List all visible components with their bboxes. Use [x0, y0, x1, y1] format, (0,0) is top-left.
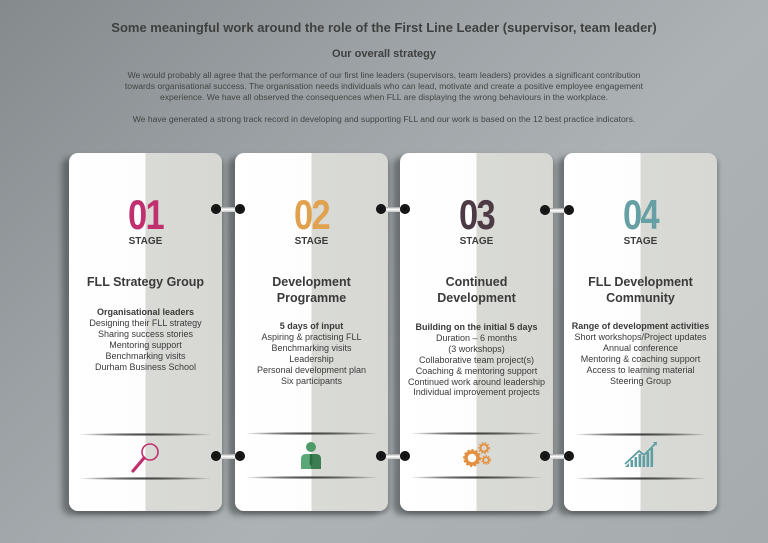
stage-body [564, 321, 717, 386]
stage-body [400, 322, 553, 398]
stage-number: 01 [127, 191, 164, 238]
stage-item: Steering Group [609, 375, 672, 386]
divider [412, 476, 541, 479]
stage-title-line: Development [437, 290, 516, 305]
person-icon [286, 437, 336, 477]
stage-item: (3 workshops) [448, 343, 505, 354]
stage-item: Duration – 6 months [435, 332, 518, 343]
intro-line: We would probably all agree that the performance of our first line leaders (supervisors, team leaders) provides a significant contribution [127, 70, 641, 80]
stage-item: Durham Business School [94, 361, 197, 372]
stage-number: 04 [622, 191, 659, 238]
stage-card-1 [69, 153, 222, 511]
divider [412, 432, 541, 435]
intro-paragraph-2: We have generated a strong track record in developing and supporting FLL and our work is based on the 12 best practice indicators. [132, 114, 636, 124]
growth-chart-icon [615, 437, 665, 477]
stage-body [69, 307, 222, 372]
stage-item: Leadership [289, 353, 334, 364]
intro-line: towards organisational success. The organisation needs individuals who can lead, motivate and create a positive employee engagement [124, 81, 644, 92]
stage-title-line: Community [606, 290, 675, 305]
stage-item: Six participants [280, 375, 343, 386]
stage-item: Benchmarking visits [105, 350, 186, 361]
binder-ring [211, 451, 245, 462]
stage-body [235, 321, 388, 386]
stage-title-line: FLL Strategy Group [86, 275, 205, 289]
intro-paragraph [100, 70, 668, 104]
stage-item: Continued work around leadership [407, 376, 546, 387]
binder-ring [540, 205, 574, 216]
stage-item: Access to learning material [586, 364, 695, 375]
divider [576, 433, 705, 436]
page-subtitle: Our overall strategy [332, 48, 436, 60]
stage-lead: Range of development activities [571, 321, 710, 331]
stage-item: Aspiring & practising FLL [261, 331, 362, 342]
stage-card-4 [564, 153, 717, 511]
binder-ring [376, 204, 410, 215]
divider [81, 433, 210, 436]
stage-item: Coaching & mentoring support [415, 365, 538, 376]
gears-icon [451, 436, 501, 476]
stage-item: Personal development plan [256, 364, 367, 375]
stage-title-line: FLL Development [588, 275, 693, 289]
stage-title-line: Development [272, 275, 351, 289]
stage-label: STAGE [459, 236, 494, 247]
stage-title [69, 275, 222, 291]
divider [576, 477, 705, 480]
divider [247, 432, 376, 435]
stage-card-2 [235, 153, 388, 511]
stage-item: Mentoring & coaching support [580, 353, 701, 364]
stage-title [235, 275, 388, 306]
stage-card-3 [400, 153, 553, 511]
stage-item: Short workshops/Project updates [574, 331, 707, 342]
magnifier-icon [120, 438, 170, 478]
stage-item: Designing their FLL strategy [89, 317, 202, 328]
stage-label: STAGE [128, 236, 163, 247]
page-title: Some meaningful work around the role of the First Line Leader (supervisor, team leader) [111, 20, 657, 35]
stage-title-line: Continued [445, 275, 508, 289]
stage-number: 03 [458, 191, 495, 238]
stage-item: Individual improvement projects [413, 387, 540, 398]
stage-label: STAGE [623, 236, 658, 247]
binder-ring [376, 451, 410, 462]
stage-item: Sharing success stories [97, 328, 194, 339]
stage-label: STAGE [294, 236, 329, 247]
stage-item: Collaborative team project(s) [418, 354, 535, 365]
stage-item: Annual conference [602, 342, 679, 353]
stage-title [400, 275, 553, 306]
stage-item: Benchmarking visits [271, 342, 352, 353]
stage-item: Mentoring support [109, 339, 182, 350]
intro-line: experience. We have all observed the consequences when FLL are displaying the wrong behaviours in the workplace. [159, 92, 609, 103]
binder-ring [211, 204, 245, 215]
binder-ring [540, 451, 574, 462]
stage-title-line: Programme [276, 290, 347, 305]
stage-lead: Organisational leaders [96, 307, 195, 317]
stage-lead: Building on the initial 5 days [415, 322, 538, 332]
stage-number: 02 [293, 191, 330, 238]
stage-title [564, 275, 717, 306]
stage-lead: 5 days of input [279, 321, 344, 331]
